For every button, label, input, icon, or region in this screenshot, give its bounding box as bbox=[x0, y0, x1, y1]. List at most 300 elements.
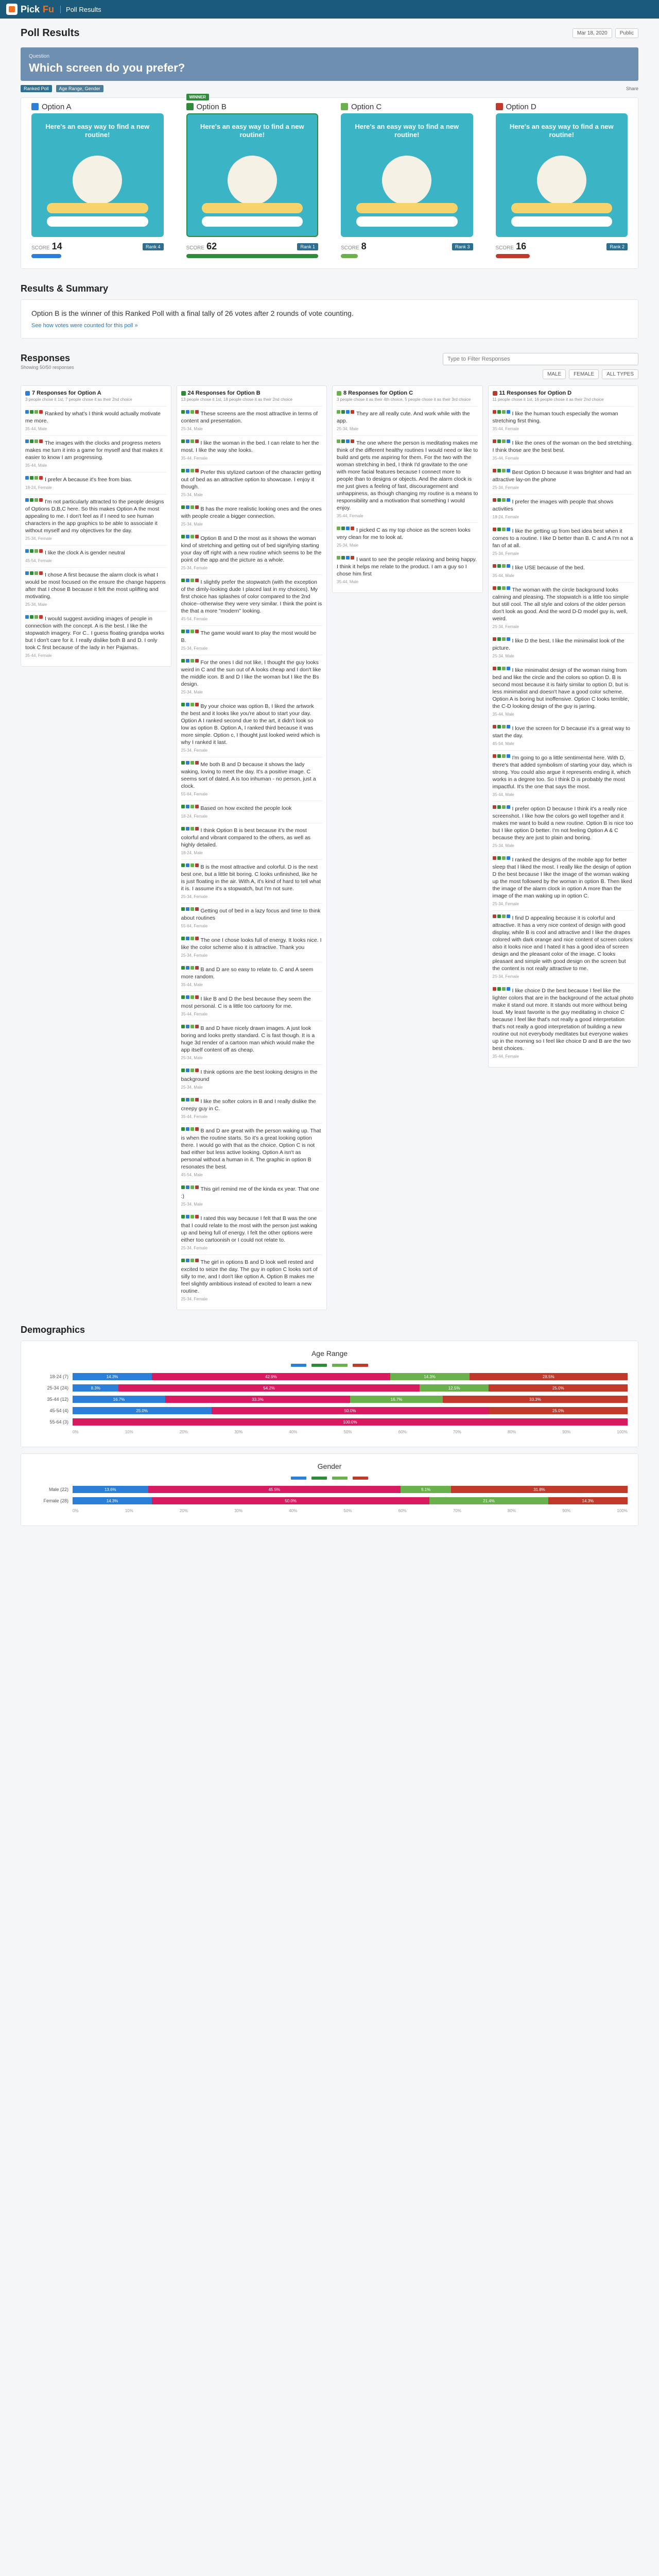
response-column bbox=[488, 385, 639, 1067]
age-chart-title: Age Range bbox=[311, 1349, 348, 1358]
demographics-title: Demographics bbox=[21, 1325, 85, 1335]
list-item bbox=[181, 903, 323, 933]
list-item bbox=[181, 655, 323, 699]
date-chip: Mar 18, 2020 bbox=[573, 28, 612, 38]
response-text: Getting out of bed in a lazy focus and time to think about routines bbox=[181, 908, 321, 921]
bar-segment[interactable]: 100.0% bbox=[73, 1418, 628, 1426]
list-item bbox=[181, 801, 323, 823]
ranking-dots-icon bbox=[181, 659, 199, 663]
bar-segment[interactable]: 50.0% bbox=[152, 1497, 429, 1504]
ranking-dots-icon bbox=[181, 535, 199, 538]
axis-tick: 60% bbox=[398, 1509, 407, 1513]
respondent-meta: 25-34, Female bbox=[492, 974, 519, 979]
bar-row bbox=[31, 1417, 628, 1427]
response-column bbox=[332, 385, 483, 593]
respondent-meta: 18-24, Male bbox=[181, 851, 203, 855]
list-item bbox=[181, 1255, 323, 1306]
column-subtitle: 3 people chose it as their 4th choice, 5 people chose it as their 3rd choice bbox=[337, 397, 471, 402]
respondent-meta: 35-44, Female bbox=[181, 1114, 208, 1119]
bar-label: Female (28) bbox=[43, 1498, 68, 1503]
response-text: I like B and D the best because they seem the most personal. C is a little too cartoony for me. bbox=[181, 996, 311, 1009]
axis-tick: 100% bbox=[617, 1509, 628, 1513]
respondent-meta: 25-34, Female bbox=[181, 748, 208, 753]
response-text: B has the more realistic looking ones and the ones with people create a bigger connection. bbox=[181, 506, 322, 519]
axis-tick: 90% bbox=[562, 1430, 571, 1434]
bar-segment[interactable]: 50.0% bbox=[212, 1407, 489, 1414]
screen-primary-button bbox=[47, 203, 148, 213]
brand-fu: Fu bbox=[43, 4, 55, 14]
screen-headline: Here's an easy way to find a new routine! bbox=[200, 123, 304, 139]
ranking-dots-icon bbox=[493, 856, 510, 860]
axis-tick: 0% bbox=[73, 1509, 79, 1513]
list-item bbox=[25, 494, 167, 545]
respondent-meta: 25-34, Male bbox=[181, 1056, 203, 1060]
female-filter-button[interactable]: FEMALE bbox=[569, 369, 599, 379]
axis-tick: 10% bbox=[125, 1430, 133, 1434]
respondent-meta: 25-34, Female bbox=[492, 551, 519, 556]
list-item bbox=[493, 801, 634, 852]
pickfu-logo[interactable] bbox=[6, 4, 54, 15]
score-caption: SCORE bbox=[186, 245, 205, 251]
bar-segment[interactable]: 54.2% bbox=[118, 1384, 419, 1392]
option-color-icon bbox=[341, 103, 348, 110]
ranking-dots-icon bbox=[493, 410, 510, 414]
filter-input[interactable] bbox=[443, 353, 638, 365]
option-color-icon bbox=[496, 103, 503, 110]
respondent-meta: 35-44, Female bbox=[181, 1012, 208, 1016]
score-bar bbox=[341, 254, 358, 258]
list-item bbox=[493, 663, 634, 721]
response-text: I like the softer colors in B and I really dislike the creepy guy in C. bbox=[181, 1098, 316, 1112]
public-toggle[interactable]: Public bbox=[615, 28, 638, 38]
respondent-meta: 35-44, Male bbox=[492, 712, 514, 717]
score-caption: SCORE bbox=[495, 245, 514, 251]
list-item bbox=[181, 465, 323, 501]
respondent-meta: 25-34, Male bbox=[181, 1202, 203, 1207]
response-column bbox=[177, 385, 327, 1310]
logo-icon bbox=[6, 4, 18, 15]
axis-tick: 70% bbox=[453, 1509, 461, 1513]
response-text: B and D are great with the person waking up. That is when the routine starts. So it's a great looking option there. I would go with that as the choice. Option C is not bad either but less active looking. Option A isn't as personal without a human in it. The graphic in option B resonates the best. bbox=[181, 1128, 321, 1170]
option-screenshot[interactable] bbox=[341, 113, 473, 237]
ranking-dots-icon bbox=[493, 637, 510, 641]
ranking-dots-icon bbox=[181, 469, 199, 472]
list-item bbox=[181, 1211, 323, 1255]
respondent-meta: 35-44, Male bbox=[492, 792, 514, 797]
list-item bbox=[25, 611, 167, 662]
score-label bbox=[341, 241, 367, 252]
respondent-meta: 25-34, Male bbox=[492, 843, 514, 848]
ranking-dots-icon bbox=[25, 615, 43, 619]
results-summary bbox=[21, 299, 638, 338]
response-text: I like D the best. I like the minimalist look of the picture. bbox=[492, 638, 625, 651]
respondent-meta: 35-44, Male bbox=[25, 427, 47, 431]
respondent-meta: 35-44, Male bbox=[337, 580, 359, 584]
option-card[interactable] bbox=[496, 100, 628, 258]
response-text: I prefer A because it's free from bias. bbox=[45, 477, 133, 483]
question-title: Which screen do you prefer? bbox=[29, 61, 185, 74]
option-name: Option B bbox=[196, 102, 227, 111]
ranking-dots-icon bbox=[181, 1185, 199, 1189]
bar-segment[interactable]: 16.7% bbox=[73, 1396, 165, 1403]
ranking-dots-icon bbox=[493, 586, 510, 590]
ranking-dots-icon bbox=[25, 498, 43, 502]
ranking-dots-icon bbox=[493, 754, 510, 758]
response-text: I rated this way because I felt that B was the one that I could relate to the most with the person just waking up and being full of energy. I felt the other options were either too cartoonish or I could not relate to. bbox=[181, 1215, 317, 1243]
respondent-meta: 25-34, Female bbox=[181, 953, 208, 958]
all-types-button[interactable]: ALL TYPES bbox=[602, 369, 638, 379]
screen-headline: Here's an easy way to find a new routine! bbox=[509, 123, 614, 139]
respondent-meta: 25-34, Male bbox=[181, 427, 203, 431]
ranking-dots-icon bbox=[25, 571, 43, 575]
list-item bbox=[493, 582, 634, 633]
response-text: I like choice D the best because I feel like the lighter colors that are in the background of the actual photo make it stand out more. It stands out more without being loud. My least favorite is the guy meditating in choice C because I feel like that's not really a good interpretation that's not really a good interpretation of building a new routine out not everybody meditates but everyone wakes up in the morning so I feel like choice D and B are the two best choices. bbox=[492, 988, 634, 1052]
axis-tick: 0% bbox=[73, 1430, 79, 1434]
legend-swatch bbox=[353, 1364, 368, 1367]
list-item bbox=[493, 465, 634, 494]
list-item bbox=[181, 435, 323, 465]
option-color-icon bbox=[186, 103, 194, 110]
bar-segment[interactable]: 25.0% bbox=[489, 1384, 628, 1392]
screen-primary-button bbox=[356, 203, 458, 213]
respondent-meta: 35-44, Female bbox=[181, 456, 208, 461]
respondent-meta: 35-44, Female bbox=[492, 1054, 519, 1059]
screen-headline: Here's an easy way to find a new routine! bbox=[355, 123, 459, 139]
list-item bbox=[181, 962, 323, 991]
response-text: Ranked by what's I think would actually motivate me more. bbox=[25, 411, 161, 424]
legend-swatch bbox=[291, 1364, 306, 1367]
list-item bbox=[181, 574, 323, 625]
brand-pick: Pick bbox=[21, 4, 40, 14]
responses-count: Showing 50/50 responses bbox=[21, 365, 74, 370]
axis-tick: 60% bbox=[398, 1430, 407, 1434]
page-title: Poll Results bbox=[21, 27, 80, 39]
column-title: 11 Responses for Option D bbox=[499, 390, 572, 396]
list-item bbox=[181, 1021, 323, 1064]
targeting-tag: Age Range, Gender bbox=[56, 85, 103, 92]
score-value: 8 bbox=[361, 241, 367, 251]
ranking-dots-icon bbox=[493, 564, 510, 568]
respondent-meta: 35-44, Female bbox=[25, 653, 52, 658]
list-item bbox=[493, 435, 634, 465]
option-color-icon bbox=[31, 103, 39, 110]
response-text: I picked C as my top choice as the screen looks very clean for me to look at. bbox=[337, 527, 471, 540]
respondent-meta: 25-34, Male bbox=[181, 493, 203, 497]
response-text: These screens are the most attractive in terms of content and presentation. bbox=[181, 411, 318, 424]
respondent-meta: 25-34, Male bbox=[181, 690, 203, 694]
ranking-dots-icon bbox=[493, 469, 510, 472]
bar-segment[interactable]: 8.3% bbox=[73, 1384, 118, 1392]
ranking-dots-icon bbox=[181, 1215, 199, 1218]
question-banner bbox=[21, 47, 638, 81]
bar-label: 35-44 (12) bbox=[47, 1397, 68, 1402]
score-caption: SCORE bbox=[341, 245, 359, 251]
list-item bbox=[493, 852, 634, 910]
list-item bbox=[337, 522, 478, 552]
rank-badge: Rank 1 bbox=[297, 243, 318, 250]
bar-segment[interactable]: 14.3% bbox=[73, 1373, 152, 1380]
poll-type-tag: Ranked Poll bbox=[21, 85, 52, 92]
response-text: The one where the person is meditating makes me think of the different healthy routines I would need or like to build and gets me aspiring for them. For the two with the woman stretching in bed, I think I'd gravitate to the one with more facial features because I connect more to people than to designs or objects. And the alarm clock is me just gives a feeling of fast, discouragement and unhappiness, as though changing my routine is a means to responsibility and a motivation that something I would enjoy. bbox=[337, 440, 478, 511]
bar-segment[interactable]: 28.5% bbox=[470, 1373, 628, 1380]
ranking-dots-icon bbox=[493, 498, 510, 502]
bar-segment[interactable]: 42.9% bbox=[152, 1373, 390, 1380]
respondent-meta: 45-54, Male bbox=[181, 1173, 203, 1177]
response-text: The woman with the circle background looks calming and pleasing. The stopwatch is a little too simple but still cool. The all style and colors of the older person don't look as good. And the word D-D model guy is, well, weird. bbox=[492, 587, 629, 622]
summary-text: Option B is the winner of this Ranked Poll with a final tally of 26 votes after 2 rounds of vote counting. bbox=[31, 309, 354, 317]
response-text: I'm going to go a little sentimental here. With D, there's that added symbolism of starting your day, which is strong. You could also argue it represents ending it, which works in a degree too. So I think D is probably the most impactful. It's the one that says the most. bbox=[492, 755, 632, 790]
respondent-meta: 25-34, Female bbox=[181, 646, 208, 651]
bar-row bbox=[31, 1496, 628, 1505]
response-text: The game would want to play the most would be B. bbox=[181, 630, 317, 643]
list-item bbox=[181, 625, 323, 655]
option-screenshot[interactable] bbox=[496, 113, 628, 237]
ranking-dots-icon bbox=[181, 1127, 199, 1131]
illustration-icon bbox=[73, 156, 122, 205]
response-text: The images with the clocks and progress meters makes me turn it into a game for myself and that makes it easier to know I am progressing. bbox=[25, 440, 163, 461]
ranking-dots-icon bbox=[337, 439, 354, 443]
respondent-meta: 25-34, Female bbox=[181, 1297, 208, 1301]
bar-segment[interactable]: 16.7% bbox=[350, 1396, 443, 1403]
response-text: I slightly prefer the stopwatch (with the exception of the dimly-looking dude I placed last in my choices). My first choice has splashes of color compared to the 2nd choice--otherwise they were very similar. I think the point is the that a more "modern" looking. bbox=[181, 579, 322, 614]
respondent-meta: 35-44, Female bbox=[492, 456, 519, 461]
column-title: 24 Responses for Option B bbox=[187, 390, 261, 396]
respondent-meta: 25-34, Male bbox=[25, 602, 47, 607]
screen-headline: Here's an easy way to find a new routine! bbox=[45, 123, 150, 139]
response-text: They are all really cute. And work while with the app. bbox=[337, 411, 470, 424]
column-subtitle: 3 people chose it 1st, 7 people chose it as their 2nd choice bbox=[25, 397, 132, 402]
ranking-dots-icon bbox=[181, 805, 199, 808]
ranking-dots-icon bbox=[25, 549, 43, 553]
illustration-icon bbox=[382, 156, 431, 205]
respondent-meta: 25-34, Female bbox=[492, 902, 519, 906]
ranking-dots-icon bbox=[181, 966, 199, 970]
list-item bbox=[25, 435, 167, 472]
response-text: I like the ones of the woman on the bed stretching. I think those are the best best. bbox=[492, 440, 633, 453]
bar-label: 45-54 (4) bbox=[49, 1408, 68, 1413]
options-panel bbox=[21, 97, 638, 269]
response-text: Based on how excited the people look bbox=[200, 805, 292, 811]
axis-tick: 30% bbox=[234, 1509, 243, 1513]
bar-label: 25-34 (24) bbox=[47, 1385, 68, 1391]
bar-segment[interactable]: 33.3% bbox=[443, 1396, 628, 1403]
ranking-dots-icon bbox=[181, 410, 199, 414]
legend-swatch bbox=[332, 1364, 348, 1367]
response-text: The girl in options B and D look well rested and excited to seize the day. The guy in option C looks sort of silly to me, and I don't like option A. Option B makes me feel slightly ambitious instead of excited to learn a new routine. bbox=[181, 1259, 318, 1294]
legend-swatch bbox=[291, 1477, 306, 1480]
screen-secondary-button bbox=[202, 216, 303, 227]
respondent-meta: 18-24, Female bbox=[492, 515, 519, 519]
vote-count-link[interactable]: See how votes were counted for this poll » bbox=[31, 323, 138, 329]
ranking-dots-icon bbox=[181, 937, 199, 940]
legend-swatch bbox=[332, 1477, 348, 1480]
list-item bbox=[25, 406, 167, 435]
list-item bbox=[493, 406, 634, 435]
response-text: I prefer option D because I think it's a really nice screenshot. I like how the colors go well together and it makes me want to build a new routine. Option B is nice too but I like option D better. I'm not feeling Option A & C because they are just to plain and boring. bbox=[492, 806, 633, 841]
score-bar bbox=[31, 254, 61, 258]
respondent-meta: 25-34, Male bbox=[181, 1085, 203, 1090]
respondent-meta: 25-34, Female bbox=[25, 536, 52, 541]
winner-badge: WINNER bbox=[186, 94, 209, 100]
bar-segment[interactable]: 14.3% bbox=[390, 1373, 470, 1380]
screen-secondary-button bbox=[47, 216, 148, 227]
bar-segment[interactable]: 14.3% bbox=[548, 1497, 628, 1504]
ranking-dots-icon bbox=[25, 476, 43, 480]
respondent-meta: 18-24, Female bbox=[181, 814, 208, 819]
response-text: B is the most attractive and colorful. D is the next best one, but a little bit boring. C looks unfinished, like he is just floating in the air. With A, it's kind of hard to tell what it is. I assume it's a stopwatch, but I'm not sure. bbox=[181, 864, 321, 892]
response-text: B and D have nicely drawn images. A just look boring and looks pretty standard. C is fast though. It is a huge 3d render of a cartoon man which would make the app itself content off as cheap. bbox=[181, 1025, 315, 1053]
respondent-meta: 45-54, Female bbox=[25, 558, 52, 563]
bar-label: 18-24 (7) bbox=[49, 1374, 68, 1379]
bar-segment[interactable]: 25.0% bbox=[489, 1407, 628, 1414]
legend-swatch bbox=[311, 1477, 327, 1480]
axis-tick: 80% bbox=[508, 1509, 516, 1513]
option-card[interactable] bbox=[341, 100, 473, 258]
ranking-dots-icon bbox=[493, 528, 510, 531]
ranking-dots-icon bbox=[493, 805, 510, 809]
option-screenshot[interactable] bbox=[31, 113, 164, 237]
share-link[interactable]: Share bbox=[626, 86, 638, 91]
bar-row bbox=[31, 1406, 628, 1415]
option-screenshot[interactable] bbox=[186, 113, 319, 237]
ranking-dots-icon bbox=[493, 987, 510, 991]
section-label: Poll Results bbox=[60, 6, 101, 13]
list-item bbox=[25, 472, 167, 494]
response-text: I want to see the people relaxing and being happy. I think it helps me relate to the product. I am a guy so I chose him first bbox=[337, 556, 477, 577]
screen-primary-button bbox=[202, 203, 303, 213]
list-item bbox=[181, 1064, 323, 1094]
bar-segment[interactable]: 9.1% bbox=[401, 1486, 451, 1493]
bar-segment[interactable]: 33.3% bbox=[165, 1396, 350, 1403]
bar-segment[interactable]: 21.4% bbox=[429, 1497, 548, 1504]
axis-tick: 40% bbox=[289, 1509, 298, 1513]
list-item bbox=[181, 1181, 323, 1211]
axis-tick: 10% bbox=[125, 1509, 133, 1513]
response-text: For the ones I did not like, I thought the guy looks weird in C and the sun out of A looks cheap and I don't like the middle icon. B and D I like the woman but I like the Bs design. bbox=[181, 659, 321, 687]
axis-tick: 50% bbox=[343, 1430, 352, 1434]
bar-segment[interactable]: 31.8% bbox=[451, 1486, 628, 1493]
ranking-dots-icon bbox=[181, 579, 199, 582]
response-text: I ranked the designs of the mobile app for better sleep that I liked the most. I really like the design of option D the best because I like the image of the woman waking up the most followed by the woman in option B. Then liked the image of the alarm clock in option A more than the image of the man waking up in option C. bbox=[492, 857, 632, 899]
score-label bbox=[186, 241, 217, 252]
list-item bbox=[493, 633, 634, 663]
respondent-meta: 25-34, Female bbox=[181, 894, 208, 899]
bar-row bbox=[31, 1485, 628, 1494]
response-text: I love the screen for D because it's a great way to start the day. bbox=[492, 725, 631, 739]
list-item bbox=[181, 933, 323, 962]
list-item bbox=[493, 750, 634, 801]
illustration-icon bbox=[228, 156, 277, 205]
response-text: This girl remind me of the kinda ex year. That one :) bbox=[181, 1186, 319, 1199]
list-item bbox=[181, 501, 323, 531]
respondent-meta: 55-64, Female bbox=[181, 924, 208, 928]
legend-swatch bbox=[311, 1364, 327, 1367]
responses-title: Responses bbox=[21, 353, 71, 363]
bar-segment[interactable]: 13.6% bbox=[73, 1486, 148, 1493]
bar-segment[interactable]: 12.5% bbox=[420, 1384, 489, 1392]
respondent-meta: 25-34, Female bbox=[181, 1246, 208, 1250]
bar-segment[interactable]: 45.5% bbox=[148, 1486, 401, 1493]
response-text: I find D appealing because it is colorful and attractive. It has a very nice context of design with good display, while B is cool and attractive and I like the drapes colored with dark orange and nice content of screen colors also it looks nice and I hated it has a good idea of screen design and the pleasant color of the image. C looks pleasant and simple with good design on the screen but the content is not really attractive to me. bbox=[492, 915, 633, 972]
ranking-dots-icon bbox=[181, 505, 199, 509]
response-text: Option B and D the most as it shows the woman kind of stretching and getting out of bed signifying starting your day off right with a new routine which seems to be the point of the app and the picture as a whole. bbox=[181, 535, 322, 563]
respondent-meta: 18-24, Female bbox=[25, 485, 52, 490]
response-column bbox=[21, 385, 171, 667]
response-text: I'm not particularly attracted to the people designs of Options D,B,C here. So this makes Option A the most appealing to me. I don't feel as if I need to see human characters in the app graphics to be able to associate it without myself and my objectives for the day. bbox=[25, 499, 164, 534]
bar-label: 55-64 (3) bbox=[49, 1419, 68, 1425]
axis-tick: 20% bbox=[179, 1509, 188, 1513]
list-item bbox=[25, 545, 167, 567]
ranking-dots-icon bbox=[181, 1025, 199, 1028]
results-title: Results & Summary bbox=[21, 283, 109, 294]
response-text: I like the clock A is gender neutral bbox=[45, 550, 125, 556]
score-value: 14 bbox=[51, 241, 62, 251]
male-filter-button[interactable]: MALE bbox=[543, 369, 566, 379]
option-card[interactable] bbox=[31, 100, 164, 258]
bar-segment[interactable]: 14.3% bbox=[73, 1497, 152, 1504]
list-item bbox=[181, 1123, 323, 1181]
list-item bbox=[181, 699, 323, 757]
option-card[interactable] bbox=[186, 95, 319, 258]
screen-primary-button bbox=[511, 203, 613, 213]
response-text: I like minimalist design of the woman rising from bed and like the circle and the colors so option D. B is second most because it is fairly similar to option D, but is less minimalist and doesn't have a good color scheme. Option A is boring but inoffensive. Option C looks terrible, the C-D looking design of the guy is jarring. bbox=[492, 667, 629, 709]
bar-row bbox=[31, 1383, 628, 1393]
bar-segment[interactable]: 25.0% bbox=[73, 1407, 212, 1414]
respondent-meta: 45-54, Female bbox=[181, 617, 208, 621]
score-caption: SCORE bbox=[31, 245, 50, 251]
response-text: The one I chose looks full of energy. It looks nice. I like the color scheme also it is attractive. Thank you bbox=[181, 937, 322, 951]
axis-tick: 70% bbox=[453, 1430, 461, 1434]
screen-secondary-button bbox=[356, 216, 458, 227]
ranking-dots-icon bbox=[181, 439, 199, 443]
respondent-meta: 55-64, Female bbox=[181, 792, 208, 796]
ranking-dots-icon bbox=[181, 1069, 199, 1072]
ranking-dots-icon bbox=[337, 527, 354, 530]
option-color-icon bbox=[493, 391, 497, 396]
ranking-dots-icon bbox=[181, 863, 199, 867]
bar-row bbox=[31, 1395, 628, 1404]
response-text: Prefer this stylized cartoon of the character getting out of bed as an attractive option to showcase. I enjoy it though. bbox=[181, 469, 321, 490]
list-item bbox=[337, 435, 478, 522]
list-item bbox=[181, 406, 323, 435]
list-item bbox=[181, 823, 323, 859]
column-title: 8 Responses for Option C bbox=[343, 390, 413, 396]
response-text: I like the human touch especially the woman stretching first thing. bbox=[492, 411, 618, 424]
question-label: Question bbox=[29, 54, 50, 59]
ranking-dots-icon bbox=[25, 410, 43, 414]
respondent-meta: 25-34, Male bbox=[337, 427, 359, 431]
list-item bbox=[493, 494, 634, 523]
respondent-meta: 25-34, Female bbox=[492, 485, 519, 490]
list-item bbox=[493, 910, 634, 983]
column-title: 7 Responses for Option A bbox=[32, 390, 101, 396]
respondent-meta: 25-34, Female bbox=[492, 624, 519, 629]
ranking-dots-icon bbox=[181, 1259, 199, 1262]
illustration-icon bbox=[537, 156, 586, 205]
axis-tick: 90% bbox=[562, 1509, 571, 1513]
axis-tick: 30% bbox=[234, 1430, 243, 1434]
list-item bbox=[493, 560, 634, 582]
list-item bbox=[181, 757, 323, 801]
ranking-dots-icon bbox=[493, 439, 510, 443]
response-text: I think options are the best looking designs in the background bbox=[181, 1069, 318, 1082]
respondent-meta: 45-54, Male bbox=[492, 741, 514, 746]
score-bar bbox=[496, 254, 530, 258]
respondent-meta: 25-34, Male bbox=[181, 522, 203, 527]
ranking-dots-icon bbox=[337, 410, 354, 414]
axis-tick: 100% bbox=[617, 1430, 628, 1434]
respondent-meta: 25-34, Male bbox=[492, 654, 514, 658]
